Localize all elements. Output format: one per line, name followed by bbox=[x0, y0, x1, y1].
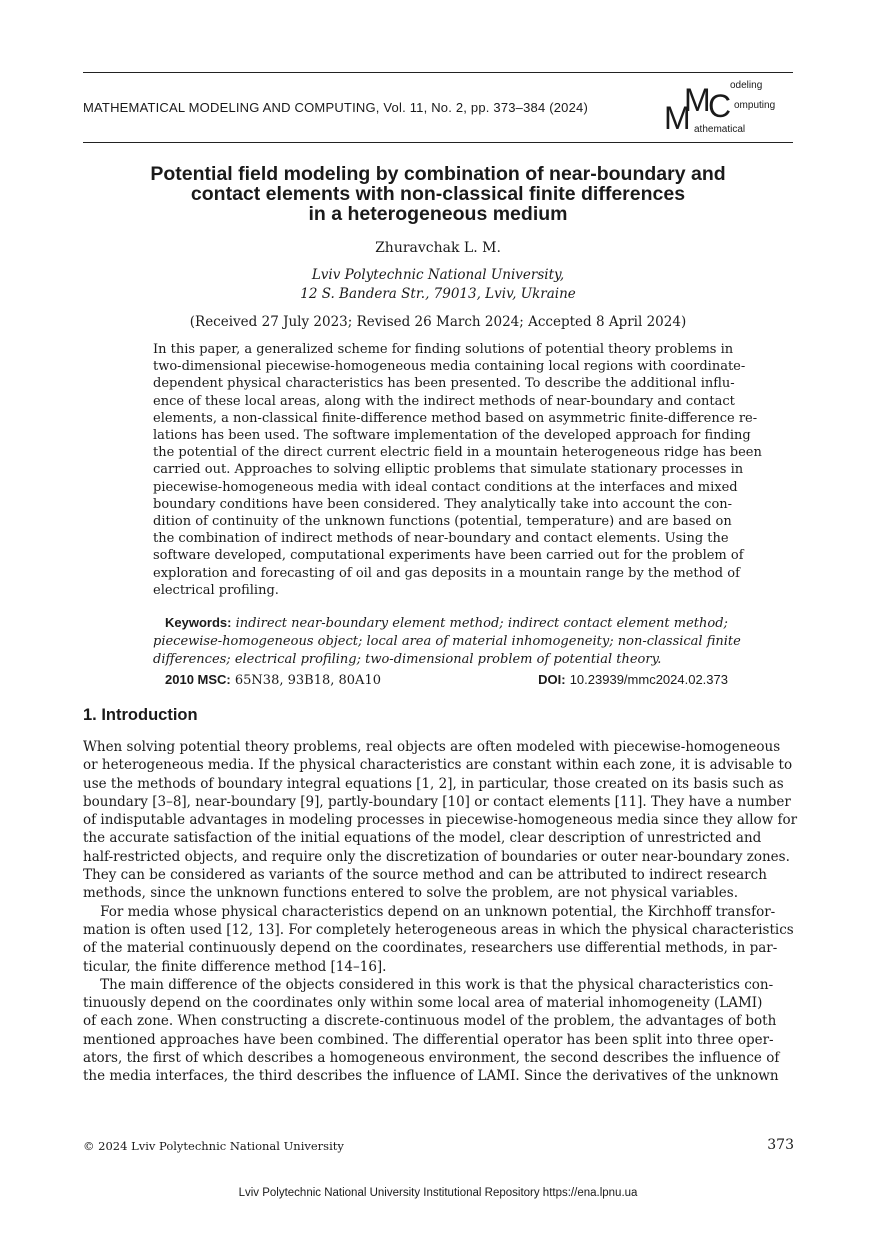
header-bottom-rule bbox=[83, 142, 793, 143]
abstract-line: the potential of the direct current electric field in a mountain heterogeneous ridge has been bbox=[153, 445, 762, 461]
body-line: use the methods of boundary integral equations [1, 2], in particular, those created on its basis such as bbox=[83, 775, 784, 792]
doi-label: DOI: bbox=[538, 672, 566, 687]
body-line: half-restricted objects, and require only the discretization of boundaries or outer near-boundary zones. bbox=[83, 848, 790, 865]
journal-logo bbox=[664, 80, 794, 138]
body-line: ators, the first of which describes a homogeneous environment, the second describes the influence of bbox=[83, 1050, 780, 1067]
keywords-line-1 bbox=[153, 614, 729, 633]
abstract-line: exploration and forecasting of oil and gas deposits in a mountain range by the method of bbox=[153, 565, 740, 581]
body-line: of the material continuously depend on the coordinates, researchers use differential methods, in par- bbox=[83, 940, 778, 957]
introduction-body bbox=[83, 738, 798, 1086]
copyright: © 2024 Lviv Polytechnic National University bbox=[83, 1139, 344, 1153]
keywords-text: indirect near-boundary element method; indirect contact element method; bbox=[235, 616, 728, 631]
title-line: in a heterogeneous medium bbox=[308, 203, 568, 225]
keywords-label: Keywords: bbox=[165, 615, 232, 630]
body-line: They can be considered as variants of the source method and can be attributed to indirect research bbox=[83, 867, 767, 884]
page-number: 373 bbox=[767, 1137, 794, 1153]
logo-letter-m-1: M bbox=[664, 100, 691, 136]
abstract-line: elements, a non-classical finite-difference method based on asymmetric finite-difference re- bbox=[153, 410, 758, 426]
abstract-line: boundary conditions have been considered. They analytically take into account the con- bbox=[153, 496, 733, 512]
abstract-line: two-dimensional piecewise-homogeneous media containing local regions with coordinate- bbox=[153, 359, 746, 375]
keywords bbox=[153, 614, 741, 669]
abstract-line: dition of continuity of the unknown functions (potential, temperature) and are based on bbox=[153, 514, 732, 530]
abstract bbox=[153, 341, 762, 599]
affiliation-line-1: Lviv Polytechnic National University, bbox=[311, 267, 565, 283]
abstract-line: electrical profiling. bbox=[153, 582, 279, 598]
body-line: When solving potential theory problems, real objects are often modeled with piecewise-homogeneous bbox=[83, 739, 781, 755]
title-line: Potential field modeling by combination of near-boundary and bbox=[150, 163, 726, 185]
top-rule bbox=[83, 72, 793, 73]
abstract-line: dependent physical characteristics has been presented. To describe the additional influ- bbox=[153, 376, 735, 392]
journal-header: MATHEMATICAL MODELING AND COMPUTING, Vol. 11, No. 2, pp. 373–384 (2024) bbox=[83, 100, 588, 115]
body-line: tinuously depend on the coordinates only within some local area of material inhomogeneity (LAMI) bbox=[83, 995, 763, 1012]
logo-letter-m-2: M bbox=[684, 82, 711, 118]
abstract-line: software developed, computational experiments have been carried out for the problem of bbox=[153, 548, 744, 564]
abstract-line: lations has been used. The software implementation of the developed approach for finding bbox=[153, 428, 751, 444]
body-line: the accurate satisfaction of the initial equations of the model, clear description of unrestricted and bbox=[83, 830, 762, 847]
body-line: boundary [3–8], near-boundary [9], partly-boundary [10] or contact elements [11]. They have a number bbox=[83, 793, 791, 810]
paper-title bbox=[83, 164, 793, 224]
logo-modeling: odeling bbox=[730, 80, 763, 91]
logo-mathematical: athematical bbox=[694, 124, 746, 135]
body-line: or heterogeneous media. If the physical characteristics are constant within each zone, it is advisable to bbox=[83, 757, 793, 774]
msc-label: 2010 MSC: bbox=[165, 672, 231, 687]
title-line: contact elements with non-classical finite differences bbox=[190, 183, 686, 205]
abstract-line: piecewise-homogeneous media with ideal contact conditions at the interfaces and mixed bbox=[153, 479, 738, 495]
body-line: ticular, the finite difference method [14–16]. bbox=[83, 958, 387, 975]
msc-codes bbox=[165, 672, 381, 688]
keywords-line-2: piecewise-homogeneous object; local area of material inhomogeneity; non-classical finite bbox=[153, 634, 741, 649]
abstract-line: ence of these local areas, along with the indirect methods of near-boundary and contact bbox=[153, 393, 735, 409]
body-line: the media interfaces, the third describes the influence of LAMI. Since the derivatives of the unknown bbox=[83, 1068, 779, 1085]
doi bbox=[538, 672, 728, 688]
body-line: mation is often used [12, 13]. For completely heterogeneous areas in which the physical characteristics bbox=[83, 921, 794, 938]
abstract-line: the combination of indirect methods of near-boundary and contact elements. Using the bbox=[153, 531, 729, 547]
received-dates: (Received 27 July 2023; Revised 26 March 2024; Accepted 8 April 2024) bbox=[189, 314, 687, 330]
abstract-line: carried out. Approaches to solving elliptic problems that simulate stationary processes in bbox=[153, 462, 744, 478]
logo-letter-c: C bbox=[708, 88, 732, 124]
affiliation bbox=[83, 266, 793, 304]
doi-link[interactable]: 10.23939/mmc2024.02.373 bbox=[569, 672, 728, 687]
body-line: of each zone. When constructing a discrete-continuous model of the problem, the advantages of both bbox=[83, 1013, 777, 1030]
msc-value: 65N38, 93B18, 80A10 bbox=[234, 673, 381, 688]
repository-footer: Lviv Polytechnic National University Institutional Repository https://ena.lpnu.ua bbox=[238, 1187, 638, 1199]
affiliation-line-2: 12 S. Bandera Str., 79013, Lviv, Ukraine bbox=[300, 286, 576, 302]
keywords-line-3: differences; electrical profiling; two-dimensional problem of potential theory. bbox=[153, 652, 662, 667]
section-heading: 1. Introduction bbox=[83, 706, 198, 724]
body-line: The main difference of the objects considered in this work is that the physical characteristics con- bbox=[83, 976, 774, 993]
body-line: For media whose physical characteristics depend on an unknown potential, the Kirchhoff transfor- bbox=[83, 903, 776, 920]
body-line: mentioned approaches have been combined. The differential operator has been split into three oper- bbox=[83, 1031, 774, 1048]
abstract-line: In this paper, a generalized scheme for finding solutions of potential theory problems in bbox=[153, 342, 734, 357]
body-line: methods, since the unknown functions entered to solve the problem, are not physical variables. bbox=[83, 885, 739, 902]
author: Zhuravchak L. M. bbox=[375, 240, 501, 256]
logo-computing: omputing bbox=[734, 100, 776, 111]
body-line: of indisputable advantages in modeling processes in piecewise-homogeneous media since they allow for bbox=[83, 812, 798, 829]
